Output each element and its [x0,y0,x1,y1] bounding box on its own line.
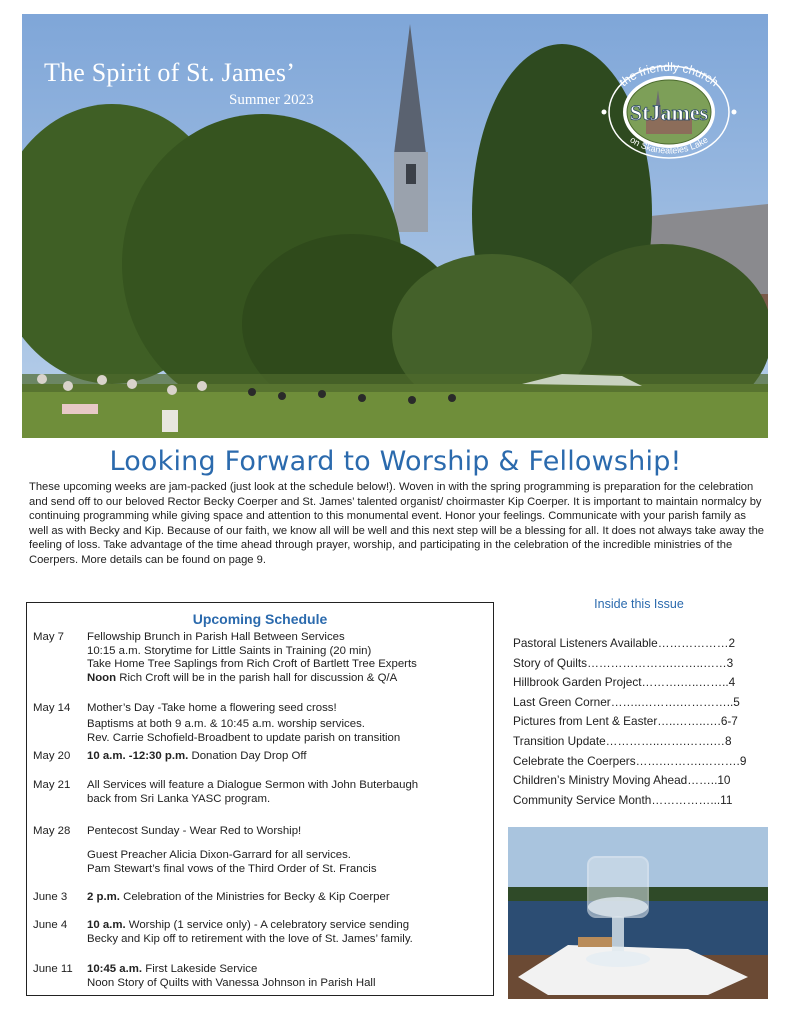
toc-item: Children’s Ministry Moving Ahead……..10 [513,773,731,788]
schedule-line [87,645,497,659]
st-james-logo [588,50,748,162]
toc-title: Inside this Issue [594,597,684,611]
logo-name: StJames [629,100,709,125]
schedule-text: Take Home Tree Saplings from Rich Croft of Bartlett Tree Experts [87,658,417,670]
schedule-line [87,825,497,839]
schedule-line [87,702,497,716]
schedule-date: June 4 [33,919,68,931]
toc-item: Pastoral Listeners Available………………2 [513,636,736,650]
toc-item: Community Service Month……………...11 [513,792,733,807]
schedule-text: Pentecost Sunday - Wear Red to Worship! [87,825,302,837]
schedule-details [87,919,497,946]
schedule-text: Pam Stewart’s final vows of the Third Order of St. Francis [87,862,377,875]
schedule-date: May 28 [33,825,71,837]
schedule-line [87,672,497,686]
schedule-details [87,702,497,716]
issue-date: Summer 2023 [229,92,314,108]
schedule-time: 10:45 a.m. [87,963,143,975]
schedule-line [87,732,497,746]
schedule-text: All Services will feature a Dialogue Sermon with John Buterbaugh [87,779,419,791]
schedule-title: Upcoming Schedule [192,611,328,627]
schedule-date: May 7 [33,631,65,643]
schedule-line [87,849,497,863]
toc-item: Transition Update…………..…….…….…8 [513,733,732,748]
toc-item: Last Green Corner……..……….…………..5 [513,694,740,709]
communion-glass-photo [508,827,768,999]
schedule-text: Mother’s Day -Take home a flowering seed cross! [87,702,337,714]
schedule-details [87,750,497,764]
schedule-date: May 14 [33,702,71,714]
schedule-details [87,891,497,905]
schedule-line [87,919,497,933]
schedule-text: back from Sri Lanka YASC program. [87,792,271,805]
schedule-line [87,658,497,672]
schedule-text: Celebration of the Ministries for Becky & Kip Coerper [119,891,390,903]
article-headline: Looking Forward to Worship & Fellowship! [109,446,682,477]
schedule-line [87,963,497,977]
schedule-details [87,825,497,839]
schedule-time: 2 p.m. [87,891,120,903]
schedule-details [87,849,497,876]
schedule-date: May 20 [33,750,71,762]
schedule-date: June 3 [33,891,68,903]
toc-item: Pictures from Lent & Easter…..……..….6-7 [513,714,738,729]
schedule-text: Worship (1 service only) - A celebratory service sending [125,919,410,931]
logo-bottom-text: on Skaneateles Lake [628,134,710,156]
schedule-line [87,718,497,732]
table-of-contents [513,636,771,812]
schedule-details [87,631,497,685]
schedule-details [87,963,497,990]
toc-item: Story of Quilts………………….……..……3 [513,655,734,670]
schedule-line [87,793,497,807]
schedule-time: 10 a.m. [87,919,126,931]
schedule-text: First Lakeside Service [142,963,258,975]
newsletter-title: The Spirit of St. James’ [44,58,296,87]
schedule-line [87,750,497,764]
upcoming-schedule-box [26,602,494,996]
schedule-time: 10 a.m. -12:30 p.m. [87,750,189,762]
schedule-text: Becky and Kip off to retirement with the love of St. James’ family. [87,932,413,945]
schedule-text: Guest Preacher Alicia Dixon-Garrard for all services. [87,849,351,861]
schedule-text: Donation Day Drop Off [188,750,307,762]
schedule-line [87,933,497,947]
schedule-time: Noon [87,671,117,684]
schedule-text: Rev. Carrie Schofield-Broadbent to update parish on transition [87,731,401,744]
schedule-line [87,863,497,877]
schedule-text: 10:15 a.m. Storytime for Little Saints in Training (20 min) [87,644,372,657]
schedule-text: Noon Story of Quilts with Vanessa Johnson in Parish Hall [87,976,376,989]
logo-top-text: the friendly church [616,59,722,90]
schedule-details [87,779,497,806]
schedule-text: Fellowship Brunch in Parish Hall Between Services [87,631,345,643]
schedule-text: Rich Croft will be in the parish hall for discussion & Q/A [116,671,398,684]
schedule-date: June 11 [33,963,73,975]
toc-item: Hillbrook Garden Project……….…..……..4 [513,675,736,690]
schedule-text: Baptisms at both 9 a.m. & 10:45 a.m. worship services. [87,718,365,730]
schedule-details [87,718,497,745]
toc-item: Celebrate the Coerpers…….……….……….9 [513,753,747,768]
schedule-date: May 21 [33,779,71,791]
schedule-line [87,631,497,645]
article-intro: These upcoming weeks are jam-packed (just look at the schedule below!). Woven in with the spring programming is preparation for the celebration and send off to our beloved Rector Becky Coerper and St. James’ talented organist/ choirmaster Kip Coerper. It is important to maintain normalcy by continuing programming while giving space and attention to this monumental event. Honor your feelings. Communicate with your parish family as well as with Becky and Kip. Because of our faith, we know all will be well and this next step will be a blessing for all. It does not always take away the feeling of loss. Take advantage of the time ahead through prayer, worship, and participating in the celebration of the incredible ministries of the Coerpers. More details can be found on page 9. [29,481,765,566]
schedule-line [87,977,497,991]
schedule-line [87,779,497,793]
schedule-line [87,891,497,905]
